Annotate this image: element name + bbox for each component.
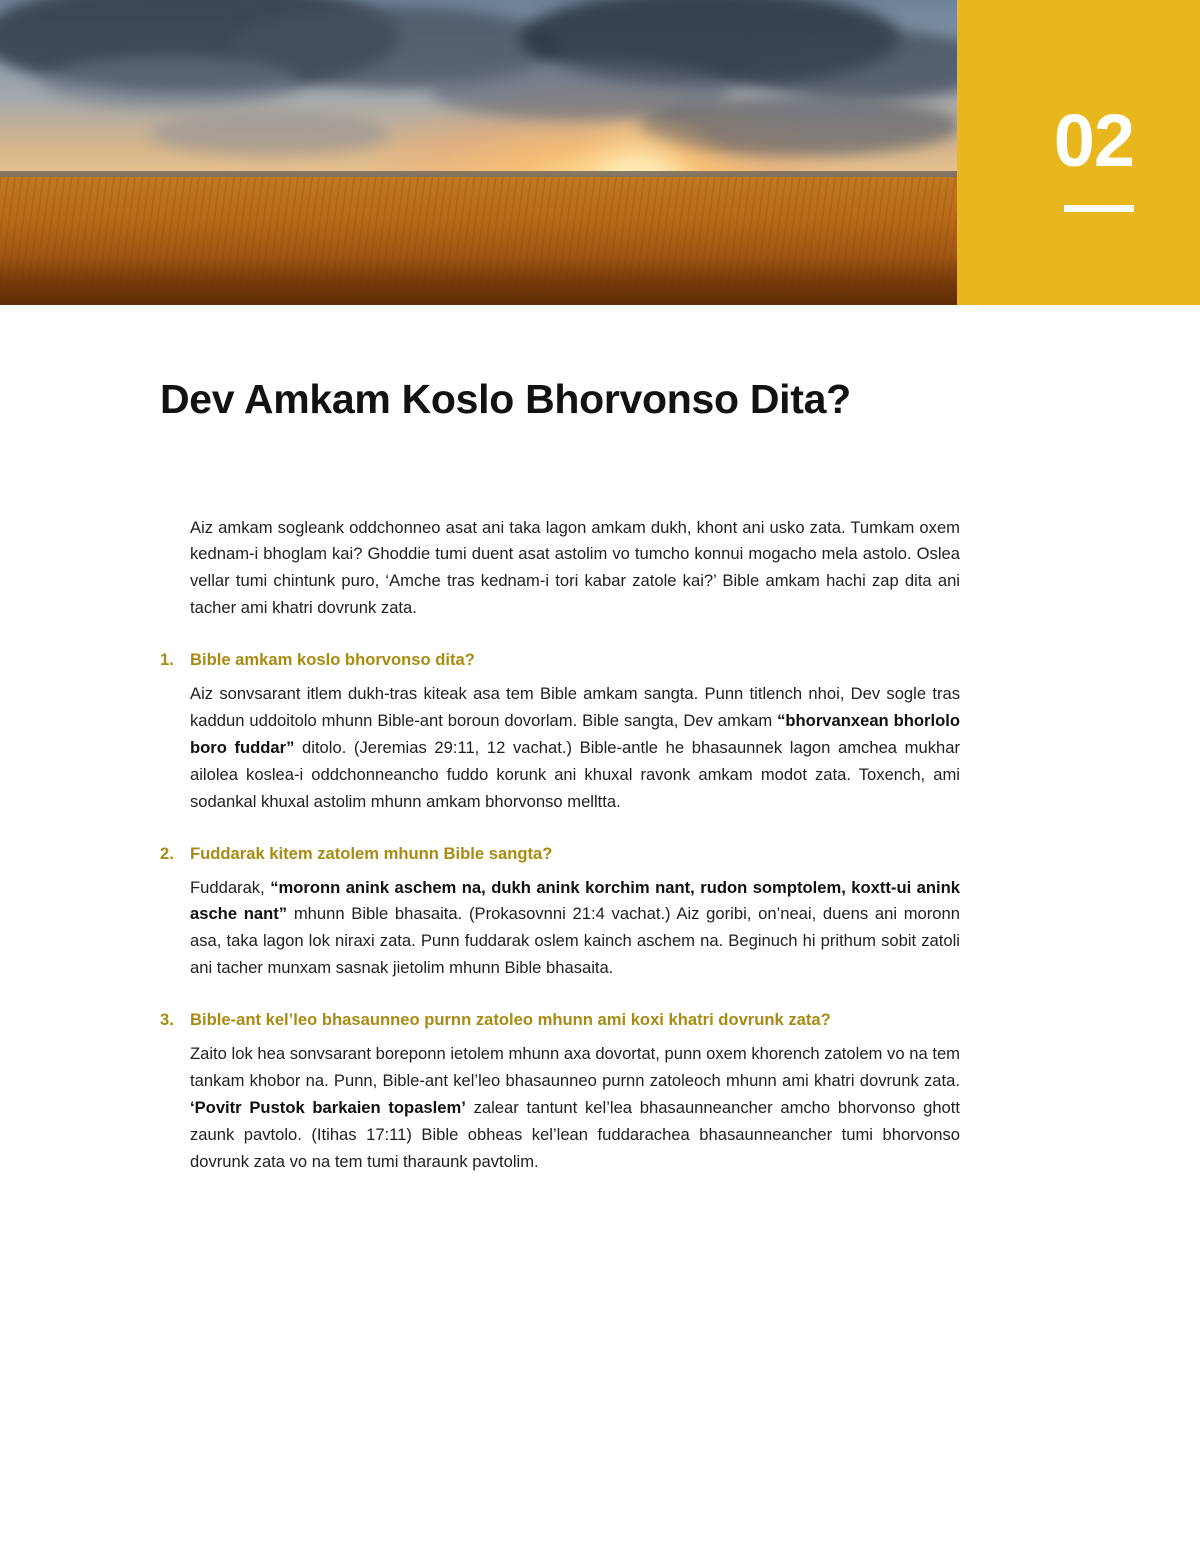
question-row [160,842,960,866]
article-body [160,498,960,1192]
qa-block [160,648,960,815]
answer-text: mhunn Bible bhasaita. (Prokasovnni 21:4 vachat.) Aiz goribi, on’neai, duens ani moronn asa, taka lagon lok niraxi zata. Punn fuddarak oslem kainch aschem na. Beginuch hi prithum sobit zatoli ani tacher munxam sasnak jietolim mhunn Bible bhasaita. [190,904,960,978]
question-row [160,1008,960,1032]
question-number: 1. [160,650,174,670]
answer-emphasis: ‘Povitr Pustok barkaien topaslem’ [190,1097,466,1117]
cloud-shape [40,56,300,108]
qa-block [160,1008,960,1175]
qa-block [160,842,960,983]
question-row [160,648,960,672]
question-number: 2. [160,843,174,863]
field-foreground-blur [0,256,957,305]
question-number: 3. [160,1010,174,1030]
question-heading: Fuddarak kitem zatolem mhunn Bible sangta? [190,843,553,863]
answer-paragraph [190,1041,960,1175]
page-banner [0,0,1200,305]
qa-list [160,648,960,1175]
answer-paragraph [190,681,960,815]
answer-text: Aiz sonvsarant itlem dukh-tras kiteak asa tem Bible amkam sangta. Punn titlench nhoi, Dev sogle tras kaddun uddoitolo mhunn Bible-ant boroun dovorlam. Bible sangta, Dev amkam [190,684,960,731]
answer-text: Fuddarak, [190,877,271,897]
question-heading: Bible amkam koslo bhorvonso dita? [190,650,475,670]
answer-text: zalear tantunt kel’lea bhasaunneancher amcho bhorvonso ghott zaunk pavtolo. (Itihas 17:11) Bible obheas kel’lean fuddarachea bhasaunneancher tumi bhorvonso dovrunk zata vo na tem tumi tharaunk pavtolim. [190,1097,960,1171]
chapter-number: 02 [1053,99,1134,182]
answer-text: ditolo. (Jeremias 29:11, 12 vachat.) Bible-antle he bhasaunnek lagon amchea mukhar ailolea koslea-i oddchonneancho fuddo korunk ani khuxal ravonk amkam modot zata. Toxench, ami sodankal khuxal astolim mhunn amkam bhorvonso melltta. [190,737,960,811]
intro-paragraph: Aiz amkam sogleank oddchonneo asat ani taka lagon amkam dukh, khont ani usko zata. Tumkam oxem kednam-i bhoglam kai? Ghoddie tumi duent asat astolim vo tumcho konnui mogacho mela astolo. Oslea vellar tumi chintunk puro, ‘Amche tras kednam-i tori kabar zatole kai?’ Bible amkam hachi zap dita ani tacher ami khatri dovrunk zata. [190,517,960,618]
answer-text: Zaito lok hea sonvsarant boreponn ietolem mhunn axa dovortat, punn oxem khorench zatolem vo na tem tankam khobor na. Punn, Bible-ant kel’leo bhasaunneo purnn zatoleoch mhunn ami khatri dovrunk zata. [190,1044,960,1090]
chapter-underline-rule [1064,205,1134,212]
answer-paragraph [190,875,960,983]
question-heading: Bible-ant kel’leo bhasaunneo purnn zatoleo mhunn ami koxi khatri dovrunk zata? [190,1010,831,1030]
page-title: Dev Amkam Koslo Bhorvonso Dita? [160,376,851,423]
answer-emphasis: “moronn anink aschem na, dukh anink korchim nant, rudon somptolem, koxtt-ui anink asche nant” [190,877,961,924]
wheat-field-sunset-photo [0,0,957,305]
cloud-shape [150,112,390,156]
answer-emphasis: “bhorvanxean bhorlolo boro fuddar” [190,711,960,757]
chapter-tab [957,0,1200,305]
